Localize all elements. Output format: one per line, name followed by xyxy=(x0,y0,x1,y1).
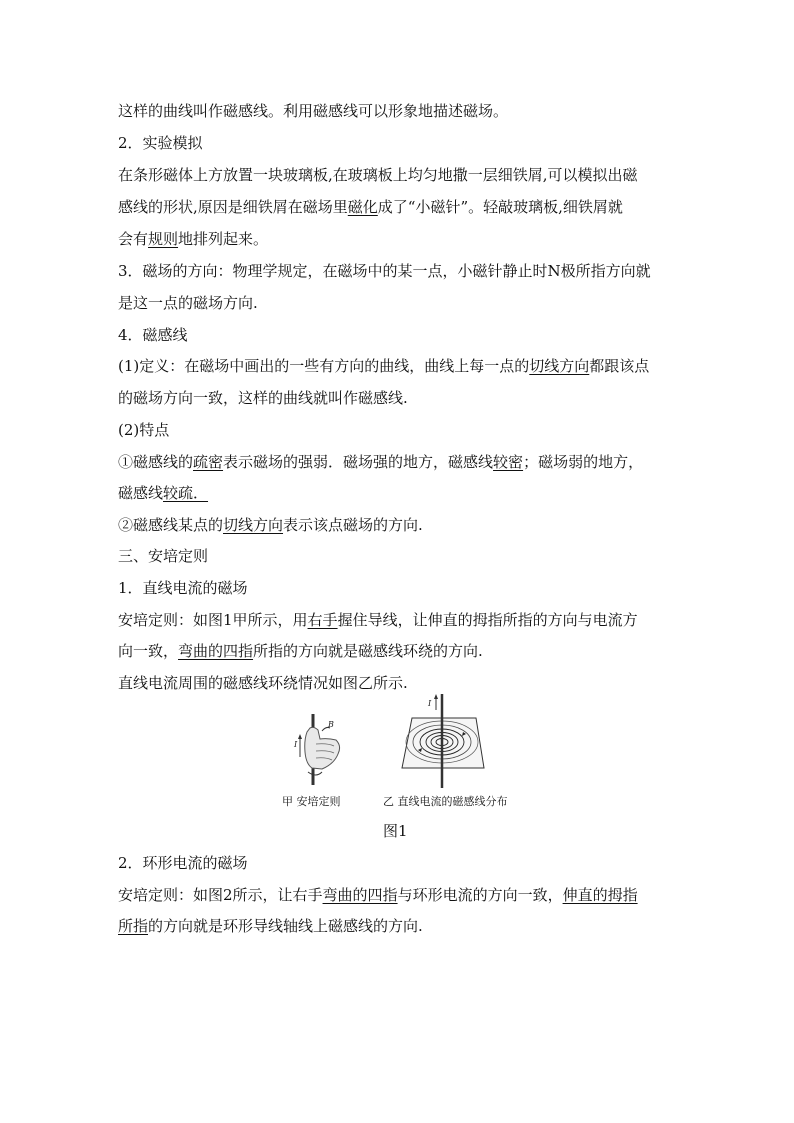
section-heading: 2．实验模拟 xyxy=(118,134,203,152)
underlined-term: 弯曲的四指 xyxy=(322,886,398,904)
paragraph-line: 3．磁场的方向：物理学规定，在磁场中的某一点，小磁针静止时N极所指方向就 xyxy=(118,262,651,280)
paragraph-line: 在条形磁体上方放置一块玻璃板,在玻璃板上均匀地撒一层细铁屑,可以模拟出磁 xyxy=(118,166,638,184)
paragraph-line: 的磁场方向一致，这样的曲线就叫作磁感线. xyxy=(118,389,408,407)
paragraph-line: 感线的形状,原因是细铁屑在磁场里磁化成了“小磁针”。轻敲玻璃板,细铁屑就 xyxy=(118,198,623,216)
paragraph-line: (1)定义：在磁场中画出的一些有方向的曲线，曲线上每一点的切线方向都跟该点 xyxy=(118,357,650,375)
underlined-term: 弯曲的四指 xyxy=(178,642,254,660)
underlined-term: 规则 xyxy=(148,230,179,248)
section-heading: 2．环形电流的磁场 xyxy=(118,854,248,872)
paragraph-line: ①磁感线的疏密表示磁场的强弱．磁场强的地方，磁感线较密；磁场弱的地方， xyxy=(118,453,644,471)
underlined-term: 较疏． xyxy=(163,484,209,502)
current-symbol: I xyxy=(294,740,298,749)
field-symbol: B xyxy=(328,720,334,729)
paragraph-line: 向一致，弯曲的四指所指的方向就是磁感线环绕的方向. xyxy=(118,642,483,660)
underlined-term: 切线方向 xyxy=(529,357,590,375)
underlined-term: 右手 xyxy=(307,611,338,629)
paragraph-line: 磁感线较疏． xyxy=(118,484,209,502)
underlined-term: 切线方向 xyxy=(223,516,284,534)
paragraph-line: 这样的曲线叫作磁感线。利用磁感线可以形象地描述磁场。 xyxy=(118,102,509,120)
paragraph-line: 安培定则：如图1甲所示，用右手握住导线，让伸直的拇指所指的方向与电流方 xyxy=(118,611,638,629)
right-hand-rule-figure xyxy=(290,712,350,787)
paragraph-line: 安培定则：如图2所示，让右手弯曲的四指与环形电流的方向一致，伸直的拇指 xyxy=(118,886,638,904)
figure-caption-right: 乙 直线电流的磁感线分布 xyxy=(383,795,508,808)
underlined-term: 伸直的拇指 xyxy=(562,886,638,904)
section-heading: 1．直线电流的磁场 xyxy=(118,579,248,597)
subsection-heading: (2)特点 xyxy=(118,421,170,439)
underlined-term: 疏密 xyxy=(193,453,224,471)
section-heading: 三、安培定则 xyxy=(118,547,209,565)
paragraph-line: 是这一点的磁场方向. xyxy=(118,294,258,312)
underlined-term: 所指 xyxy=(118,917,149,935)
paragraph-line: 所指的方向就是环形导线轴线上磁感线的方向. xyxy=(118,917,423,935)
underlined-term: 较密 xyxy=(493,453,524,471)
underlined-term: 磁化 xyxy=(347,198,378,216)
straight-wire-field-figure xyxy=(398,690,488,790)
paragraph-line: ②磁感线某点的切线方向表示该点磁场的方向. xyxy=(118,516,423,534)
section-heading: 4．磁感线 xyxy=(118,326,188,344)
figure-caption-left: 甲 安培定则 xyxy=(282,795,341,808)
paragraph-line: 直线电流周围的磁感线环绕情况如图乙所示. xyxy=(118,674,408,692)
current-symbol: I xyxy=(428,699,432,708)
figure-label: 图1 xyxy=(383,822,408,840)
paragraph-line: 会有规则地排列起来。 xyxy=(118,230,269,248)
